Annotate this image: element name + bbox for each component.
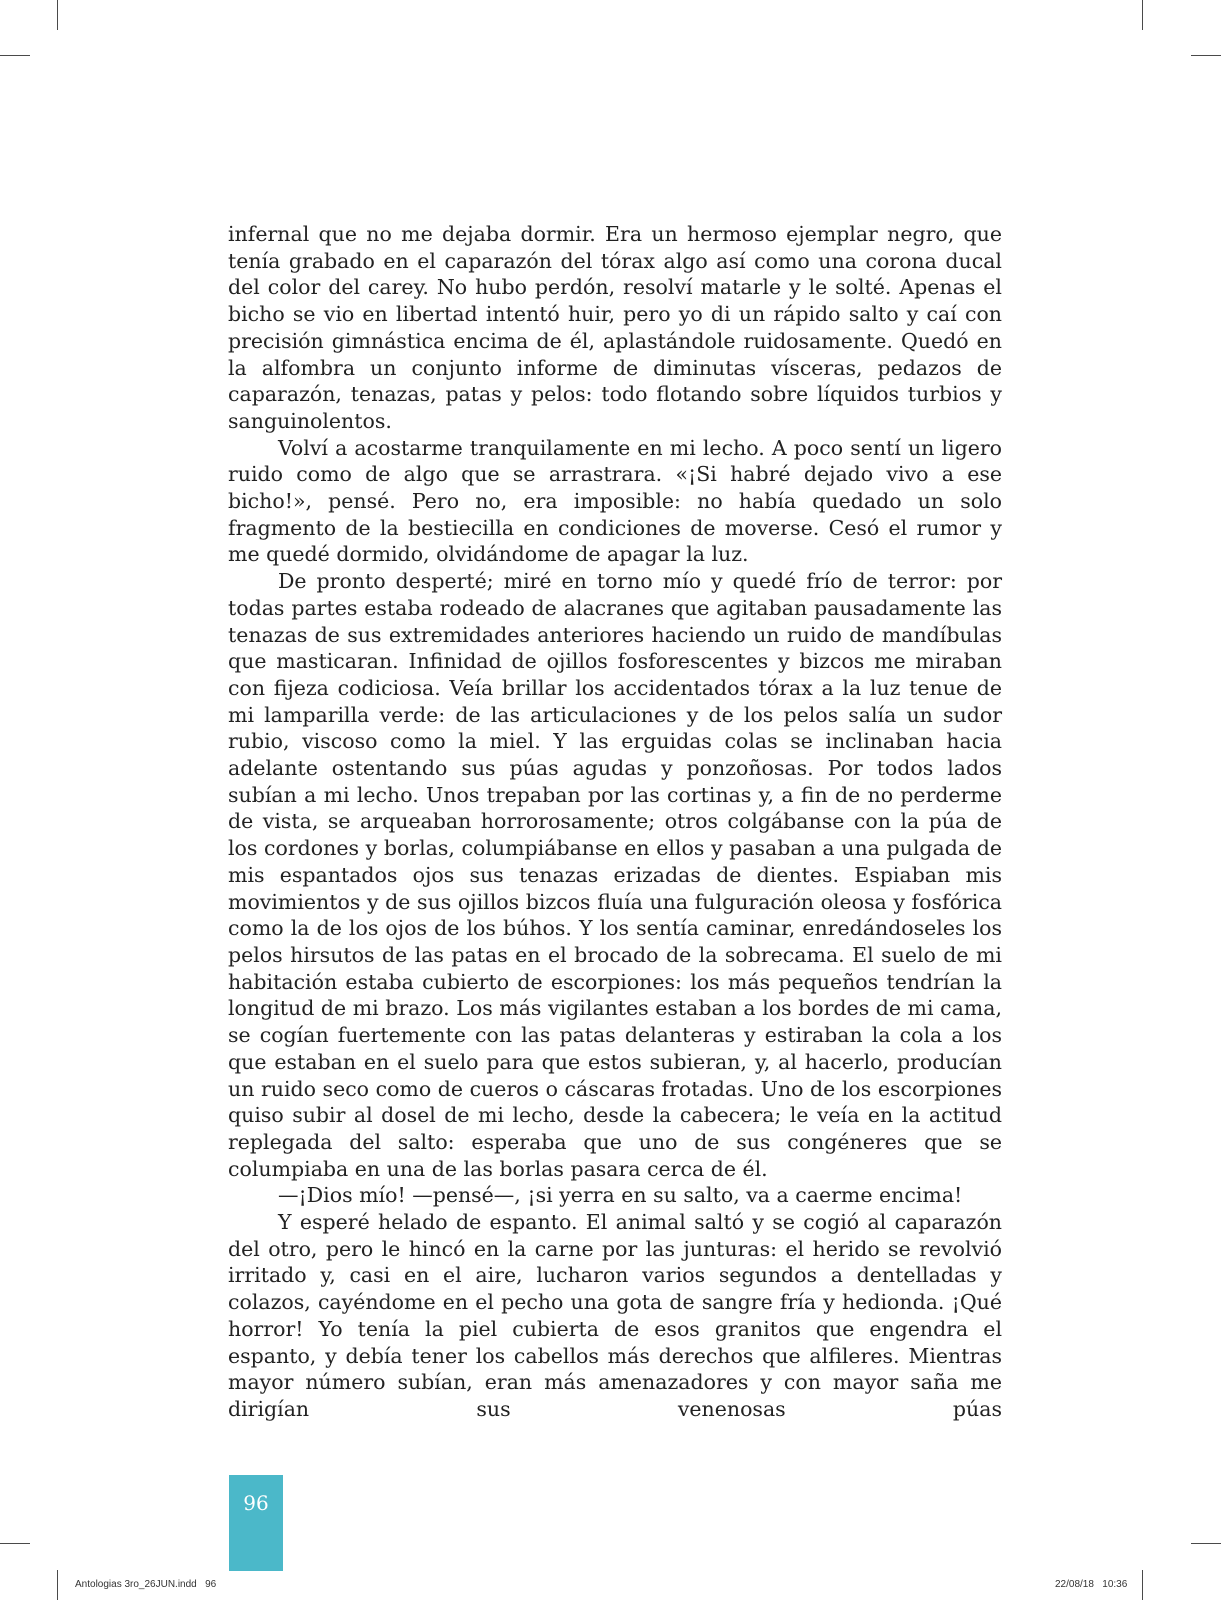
crop-mark-top-right-vertical (1142, 0, 1143, 30)
crop-mark-top-left-horizontal (0, 55, 30, 56)
paragraph-5: Y esperé helado de espanto. El animal saltó y se cogió al caparazón del otro, pero le hincó en la carne por las junturas: el herido se revolvió irritado y, casi en el aire, lucharon varios segundos a dentelladas y colazos, cayéndome en el pecho una gota de sangre fría y hedionda. ¡Qué horror! Yo tenía la piel cubierta de esos granitos que engendra el espanto, y debía tener los cabellos más derechos que alfileres. Mientras mayor número subían, eran más amenazadores y con mayor saña me dirigían sus venenosas púas (228, 1210, 1002, 1421)
paragraph-1: infernal que no me dejaba dormir. Era un hermoso ejemplar negro, que tenía grabado en el caparazón del tórax algo así como una corona ducal del color del carey. No hubo perdón, resolví matarle y le solté. Apenas el bicho se vio en libertad intentó huir, pero yo di un rápido salto y caí con precisión gimnástica encima de él, aplastándole ruidosamente. Quedó en la alfombra un conjunto informe de diminutas vísceras, pedazos de caparazón, tenazas, patas y pelos: todo flotando sobre líquidos turbios y sanguinolentos. (228, 222, 1002, 433)
page-number-tab (229, 1475, 283, 1571)
body-text (228, 221, 1002, 1423)
slug-file-name: Antologias 3ro_26JUN.indd 96 (75, 1579, 217, 1590)
page-number: 96 (243, 1491, 269, 1515)
paragraph-3: De pronto desperté; miré en torno mío y quedé frío de terror: por todas partes estaba rodeado de alacranes que agitaban pausadamente las tenazas de sus extremidades anteriores haciendo un ruido de mandíbulas que masticaran. Infinidad de ojillos fosforescentes y bizcos me miraban con fijeza codiciosa. Veía brillar los accidentados tórax a la luz tenue de mi lamparilla verde: de las articulaciones y de los pelos salía un sudor rubio, viscoso como la miel. Y las erguidas colas se inclinaban hacia adelante ostentando sus púas agudas y ponzoñosas. Por todos lados subían a mi lecho. Unos trepaban por las cortinas y, a fin de no perderme de vista, se arqueaban horrorosamente; otros colgábanse con la púa de los cordones y borlas, columpiábanse en ellos y pasaban a una pulgada de mis espantados ojos sus tenazas erizadas de dientes. Espiaban mis movimientos y de sus ojillos bizcos fluía una fulguración oleosa y fosfórica como la de los ojos de los búhos. Y los sentía caminar, enredándoseles los pelos hirsutos de las patas en el brocado de la sobrecama. El suelo de mi habitación estaba cubierto de escorpiones: los más pequeños tendrían la longitud de mi brazo. Los más vigilantes estaban a los bordes de mi cama, se cogían fuertemente con las patas delanteras y estiraban la cola a los que estaban en el suelo para que estos subieran, y, al hacerlo, producían un ruido seco como de cueros o cáscaras frotadas. Uno de los escorpiones quiso subir al dosel de mi lecho, desde la cabecera; le veía en la actitud replegada del salto: esperaba que uno de sus congéneres que se columpiaba en una de las borlas pasara cerca de él. (228, 569, 1002, 1181)
paragraph-4: —¡Dios mío! —pensé—, ¡si yerra en su salto, va a caerme encima! (278, 1183, 963, 1208)
crop-mark-bottom-left-vertical (57, 1570, 58, 1600)
paragraph-2: Volví a acostarme tranquilamente en mi lecho. A poco sentí un ligero ruido como de algo que se arrastrara. «¡Si habré dejado vivo a ese bicho!», pensé. Pero no, era imposible: no había quedado un solo fragmento de la bestiecilla en condiciones de moverse. Cesó el rumor y me quedé dormido, olvidándome de apagar la luz. (228, 435, 1002, 567)
crop-mark-top-left-vertical (57, 0, 58, 30)
crop-mark-bottom-right-vertical (1142, 1570, 1143, 1600)
slug-datetime: 22/08/18 10:36 (1055, 1579, 1128, 1590)
crop-mark-bottom-right-horizontal (1191, 1543, 1221, 1544)
crop-mark-top-right-horizontal (1191, 55, 1221, 56)
crop-mark-bottom-left-horizontal (0, 1543, 30, 1544)
